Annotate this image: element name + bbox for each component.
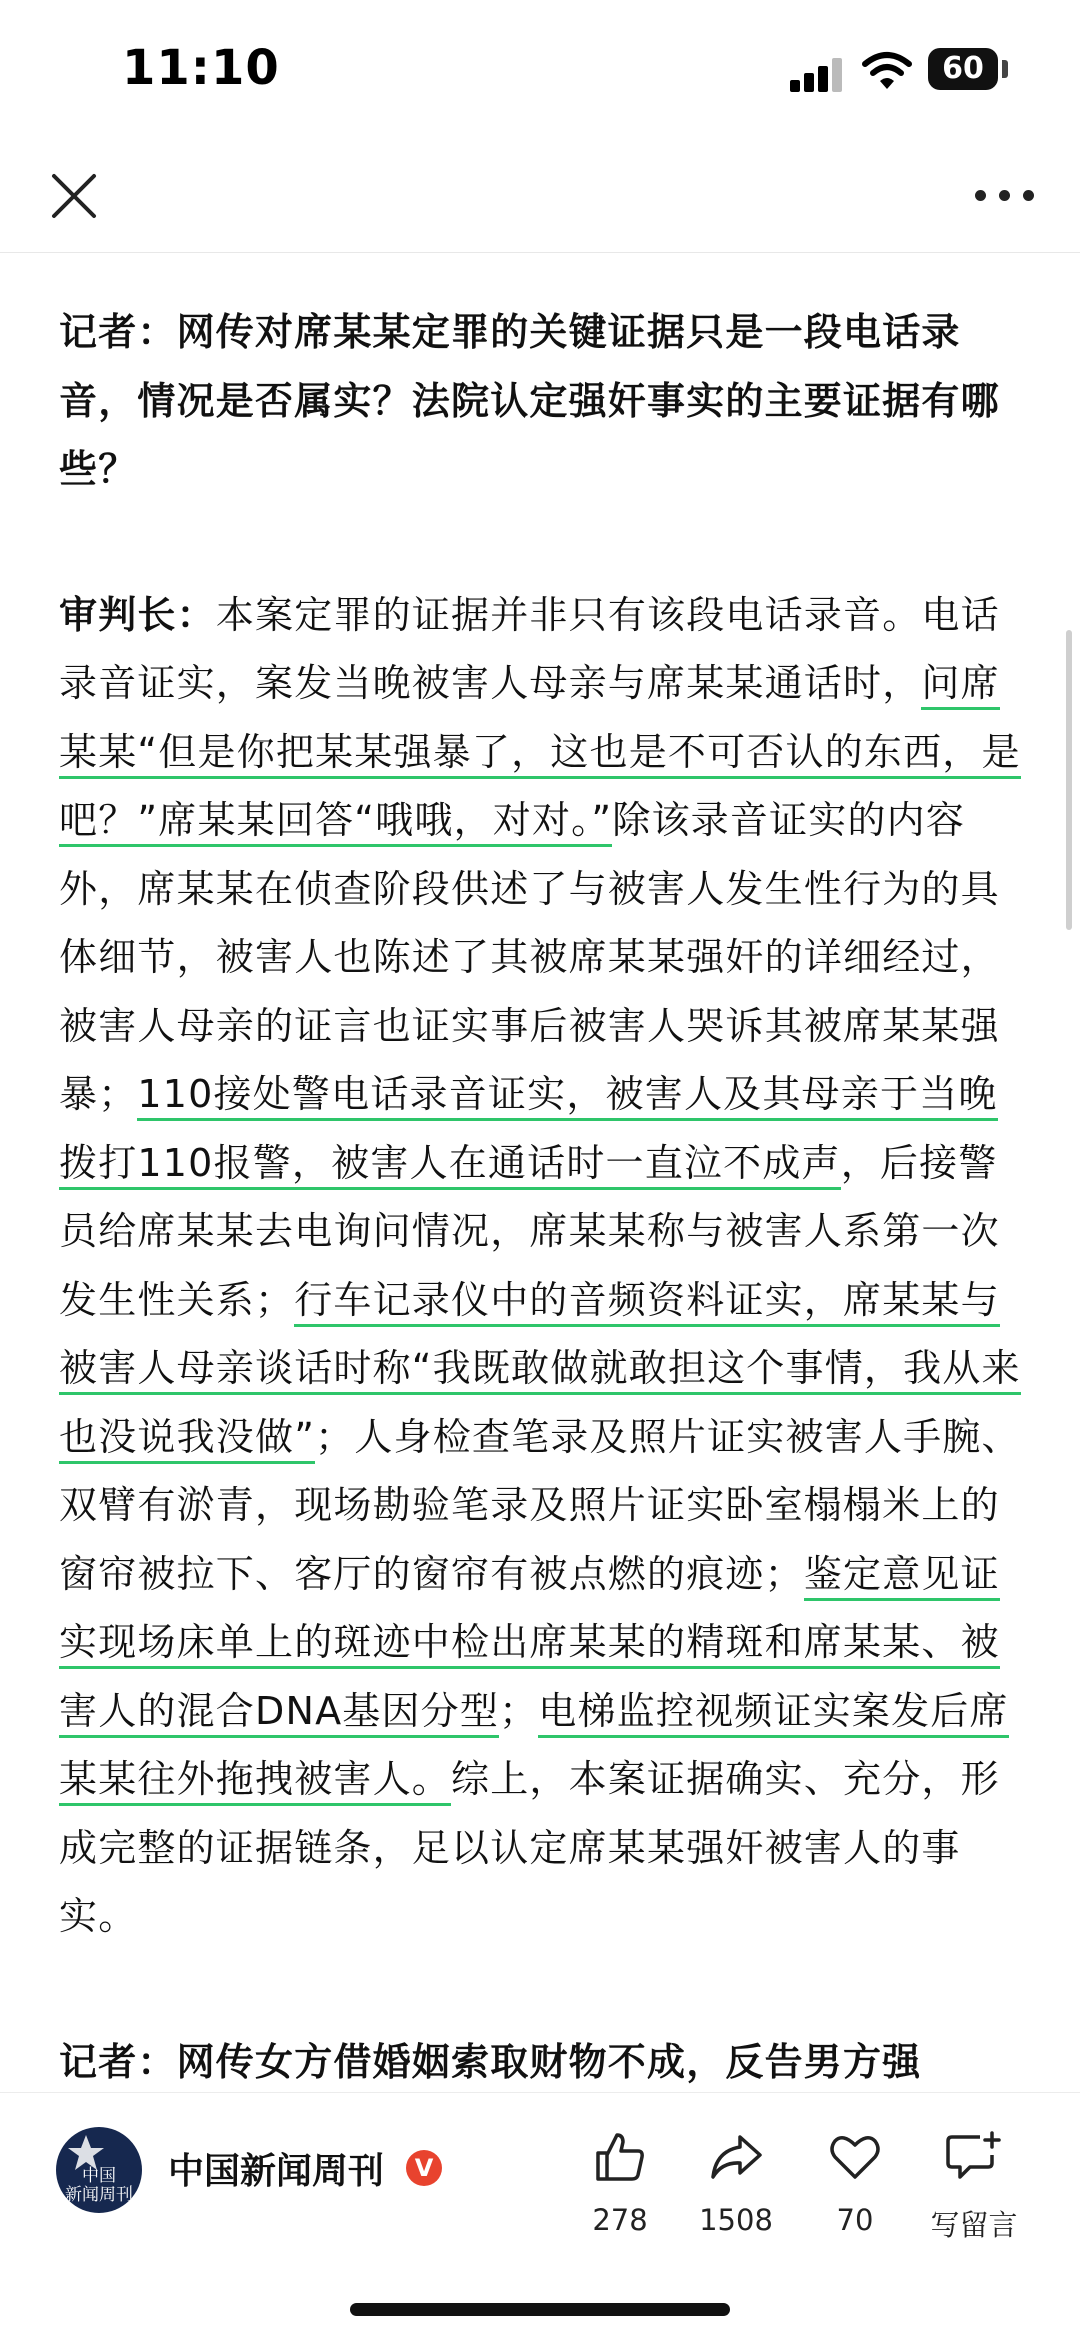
share-button[interactable]: [676, 2129, 796, 2237]
close-button[interactable]: [48, 170, 100, 222]
close-icon: [48, 170, 100, 222]
comment-label: 写留言: [930, 2208, 1018, 2242]
speaker-label: 记者：: [59, 2039, 177, 2084]
scrollbar[interactable]: [1066, 630, 1072, 930]
cellular-signal-icon: [790, 58, 844, 92]
share-arrow-icon: [708, 2129, 764, 2185]
like-button[interactable]: [560, 2129, 680, 2237]
speaker-label: 记者：: [59, 310, 177, 354]
home-indicator[interactable]: [350, 2303, 730, 2316]
highlighted-evidence: 问席某某“但是你把某某强暴了，这也是不可否认的东西，是吧？”席某某回答“哦哦，对对。”: [59, 661, 1021, 847]
highlighted-evidence: 电梯监控视频证实案发后席某某往外拖拽被害人。: [59, 1689, 1009, 1807]
battery-tip: [1002, 60, 1008, 78]
publisher-logo[interactable]: [56, 2127, 142, 2213]
verified-badge: V: [406, 2150, 442, 2186]
paragraph-text: 本案定罪的证据并非只有该段电话录音。电话录音证实，案发当晚被害人母亲与席某某通话时，: [59, 592, 1000, 705]
paragraph-gap: [59, 504, 1029, 581]
status-bar: [0, 0, 1080, 140]
paragraph-text: 综上，本案证据确实、充分，形成完整的证据链条，足以认定席某某强奸被害人的事实。: [59, 1757, 1000, 1938]
battery-level: 60: [928, 48, 998, 90]
paragraph-text: ；: [499, 1688, 539, 1733]
article-body: [59, 298, 1029, 2096]
share-count: 1508: [699, 2203, 773, 2237]
top-nav-bar: [0, 140, 1080, 253]
like-count: 278: [592, 2203, 648, 2237]
favorite-count: 70: [836, 2203, 874, 2237]
comment-button[interactable]: [914, 2129, 1034, 2244]
comment-plus-icon: [944, 2129, 1004, 2185]
paragraph-text: 网传女方借婚姻索取财物不成，反告男方强: [176, 2039, 922, 2084]
reporter-question: [59, 298, 1029, 504]
wifi-icon: [862, 50, 912, 92]
reporter-question: [59, 2028, 1029, 2097]
paragraph-text: ，后接警员给席某某去电询问情况，席某某称与被害人系第一次发生性关系；: [59, 1140, 1000, 1322]
more-options-button[interactable]: [975, 184, 1035, 204]
logo-text: 中国 新闻周刊: [65, 2166, 133, 2205]
judge-answer: [59, 581, 1029, 1951]
thumbs-up-icon: [592, 2129, 648, 2185]
heart-icon: [827, 2129, 883, 2185]
account-name[interactable]: 中国新闻周刊: [168, 2151, 385, 2192]
paragraph-text: ；人身检查笔录及照片证实被害人手腕、双臂有淤青，现场勘验笔录及照片证实卧室榻榻米上的窗帘被拉下、客厅的窗帘有被点燃的痕迹；: [59, 1414, 1021, 1596]
highlighted-evidence: 行车记录仪中的音频资料证实，席某某与被害人母亲谈话时称“我既敢做就敢担这个事情，我从来也没说我没做”: [59, 1278, 1021, 1464]
favorite-button[interactable]: [795, 2129, 915, 2237]
paragraph-text: 网传对席某某定罪的关键证据只是一段电话录音，情况是否属实？法院认定强奸事实的主要证据有哪些？: [59, 310, 1000, 491]
status-time: 11:10: [122, 40, 280, 96]
paragraph-text: 除该录音证实的内容外，席某某在侦查阶段供述了与被害人发生性行为的具体细节，被害人也陈述了其被席某某强奸的详细经过，被害人母亲的证言也证实事后被害人哭诉其被席某某强暴；: [59, 798, 1000, 1116]
highlighted-evidence: 鉴定意见证实现场床单上的斑迹中检出席某某的精斑和席某某、被害人的混合DNA基因分型: [59, 1552, 1000, 1738]
bottom-action-bar: [0, 2092, 1080, 2338]
highlighted-evidence: 110接处警电话录音证实，被害人及其母亲于当晚拨打110报警，被害人在通话时一直泣不成声: [59, 1072, 998, 1190]
speaker-label: 审判长：: [59, 592, 216, 637]
paragraph-gap: [59, 1951, 1029, 2028]
